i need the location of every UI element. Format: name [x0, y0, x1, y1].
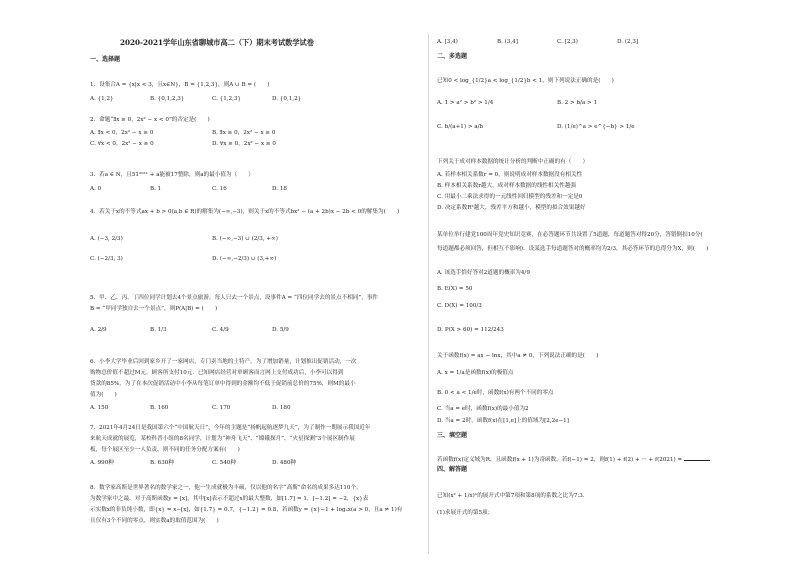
q9-option-c[interactable]: C. b/(a+1) > a/b	[437, 124, 484, 130]
section-heading-multi: 二、多选题	[437, 53, 468, 60]
q3-option-a[interactable]: A. 0	[90, 186, 102, 192]
question-4-stem: 4．若关于x的不等式ax + b > 0(a,b ∈ R)的解集为(−∞,−3)，则关于x的不等式bx² − (a + 2b)x − 2b < 0的解集为( )	[90, 209, 400, 215]
q6-option-d[interactable]: D. 180	[272, 405, 291, 411]
answer-blank[interactable]	[684, 455, 710, 461]
q4-option-d[interactable]: D. (−∞,−2/3) ∪ (3,+∞)	[212, 256, 277, 262]
q6-option-a[interactable]: A. 150	[90, 405, 109, 411]
question-6-stem-line3: 货款的85%，为了在本次促销活动中小李从每笔订单中得到的金额均不低于促销前总价的75%，则M的最小	[90, 381, 356, 387]
page-title: 2020-2021学年山东省聊城市高二（下）期末考试数学试卷	[120, 38, 314, 47]
question-8-stem-line1: 8．数学家高斯是世界著名的数学家之一，他一生成就极为丰硕，仅以他的名字“高斯”命名的成果多达110个，	[90, 485, 362, 491]
q3-option-b[interactable]: B. 1	[150, 186, 162, 192]
q10-option-b[interactable]: B. 样本相关系数r越大，成对样本数据的线性相关性越强	[437, 183, 576, 189]
question-12-stem: 关于函数f(x) = ax − lnx，其中a ≠ 0，下列说法正确的是( )	[437, 353, 599, 359]
question-7-stem-line2: 来航天成就的展览，某校科普小组的8名同学，计划为“神舟飞天”、“嫦娥探月”、“火星探测”3个展区制作展	[90, 436, 355, 442]
q10-option-d[interactable]: D. 决定系数R²越大，残差平方和越小，模型的拟合效果越好	[437, 205, 586, 211]
q4-option-a[interactable]: A. (−3, 2/3)	[90, 236, 123, 242]
question-13-stem: 若函数f(x)定义域为R，且函数f(x + 1)为奇函数，若f(−1) = 2，则f(1) + f(2) + ··· + f(2021) =	[437, 455, 710, 464]
q6-option-c[interactable]: C. 170	[212, 405, 231, 411]
section-heading-solve: 四、解答题	[437, 466, 468, 473]
question-11-stem-line2: 每道题都必须回答，但相互不影响)．设某选手每道题答对的概率均为2/3，其必答环节的总得分为X，则( )	[437, 246, 709, 252]
q11-option-a[interactable]: A. 该选手恰好答对2道题的概率为4/9	[437, 270, 530, 276]
question-8-stem-line4: 且仅有3个不同的零点，则实数a的取值范围为( )	[90, 518, 219, 524]
q8-option-c[interactable]: C. [2,3)	[557, 39, 578, 45]
q3-option-d[interactable]: D. 18	[272, 186, 287, 192]
q9-option-b[interactable]: B. 2 > b/a > 1	[557, 100, 598, 106]
q12-option-c[interactable]: C. 当a = e时，函数f(x)的最小值为2	[437, 406, 529, 412]
q7-option-d[interactable]: D. 480种	[272, 460, 297, 466]
q2-option-c[interactable]: C. ∀x < 0，2x² − x ≥ 0	[90, 141, 154, 147]
q4-option-c[interactable]: C. (−2/3, 3)	[90, 256, 123, 262]
q12-option-a[interactable]: A. x = 1/a是函数f(x)的极值点	[437, 370, 514, 376]
q8-option-a[interactable]: A. [3,4)	[437, 39, 458, 45]
q7-option-c[interactable]: C. 540种	[212, 460, 236, 466]
question-2-stem: 2．命题“∃x ≥ 0，2x² − x < 0”的否定是( )	[90, 117, 210, 123]
section-heading-choice: 一、选择题	[90, 56, 121, 63]
q10-option-a[interactable]: A. 若样本相关系数r = 0，则说明成对样本数据没有相关性	[437, 172, 583, 178]
question-8-stem-line3: 示实数x的非负纯小数，即{x} = x−[x]，如{1.7} = 0.7，{−1.2} = 0.8，若函数y = {x}−1 + logₐx(a > 0，且a ≠ 1)有	[90, 507, 403, 513]
question-7-stem-line3: 板，每个展区至少一人负责，则不同的任务分配方案有( )	[90, 447, 240, 453]
q5-option-b[interactable]: B. 1/3	[150, 327, 167, 333]
question-14-stem: 已知(x² + 1/x)ⁿ的展开式中第7项和第8项的系数之比为7:3．	[437, 493, 589, 499]
q11-option-c[interactable]: C. D(X) = 100/3	[437, 303, 482, 309]
question-6-stem-line4: 值为( )	[90, 392, 117, 398]
q2-option-b[interactable]: B. ∃x ≥ 0，2x² − x ≥ 0	[212, 130, 276, 136]
question-3-stem: 3．若a ∈ N，且51²⁰²¹ + a能被17整除，则a的最小值为（ ）	[90, 172, 254, 178]
q8-option-b[interactable]: B. (3,4]	[497, 39, 518, 45]
q1-option-c[interactable]: C. {1,2,3}	[212, 96, 241, 102]
q1-option-d[interactable]: D. {0,1,2}	[272, 96, 302, 102]
section-heading-fill: 三、填空题	[437, 432, 468, 439]
question-11-stem-line1: 某单位举行建党100周年党史知识竞赛，在必答题环节共设置了5道题，每道题答对得20分，答错倒扣10分(	[437, 232, 703, 238]
question-7-stem-line1: 7．2021年4月24日是我国第六个“中国航天日”，今年的主题是“扬帆起航逐梦九天”，为了制作一期展示我国近年	[90, 425, 371, 431]
q6-option-b[interactable]: B. 160	[150, 405, 169, 411]
q9-option-a[interactable]: A. 1 > a² > b² > 1/4	[437, 100, 494, 106]
q5-option-a[interactable]: A. 2/9	[90, 327, 107, 333]
q7-option-a[interactable]: A. 990种	[90, 460, 114, 466]
q9-option-d[interactable]: D. (1/e)^a > e^{−b} > 1/e	[557, 124, 635, 130]
question-10-stem: 下列关于成对样本数据的统计分析的判断中正确的有（ ）	[437, 159, 589, 165]
q2-option-d[interactable]: D. ∀x ≥ 0，2x² − x ≥ 0	[212, 141, 276, 147]
column-divider	[428, 34, 429, 554]
q8-option-d[interactable]: D. (2,3]	[617, 39, 639, 45]
q10-option-c[interactable]: C. 用最小二乘法求得的一元线性回归模型的残差和一定是0	[437, 194, 583, 200]
q11-option-b[interactable]: B. E(X) = 50	[437, 286, 473, 292]
question-6-stem-line2: 购物总价值不超过M元，顾客所支付10元．已知网店经营对单顾客而言网上支付成功后，小李可以得到	[90, 370, 344, 376]
question-5-stem-line1: 5．甲、乙、丙、丁四位同学计划去4个景点旅游，每人只去一个景点，设事件A = “四位同学去的景点不相同”，事件	[90, 295, 379, 301]
q5-option-c[interactable]: C. 4/9	[212, 327, 229, 333]
question-8-stem-line2: 为数学家中之最．对于高斯函数y = [x]，其中[x]表示不超过x的最大整数，如[1.7] = 1，[−1.2] = −2，{x}表	[90, 496, 369, 502]
q2-option-a[interactable]: A. ∃x < 0，2x² − x ≥ 0	[90, 130, 154, 136]
question-9-stem: 已知0 < log_{1/2}a < log_{1/2}b < 1，则下列说法正确的是( )	[437, 78, 614, 84]
q1-option-b[interactable]: B. {0,1,2,3}	[150, 96, 185, 102]
q5-option-d[interactable]: D. 5/9	[272, 327, 289, 333]
question-1-stem: 1．设集合A = {x|x < 3，且x∈N}，B = {1,2,3}，则A ∪ B = ( )	[90, 82, 270, 88]
q3-option-c[interactable]: C. 16	[212, 186, 227, 192]
q12-option-b[interactable]: B. 0 < a < 1/e时，函数f(x)有两个不同的零点	[437, 390, 554, 396]
question-6-stem-line1: 6．小李大学毕业后回到家乡开了一家网店，专门卖当地的土特产，为了增加销量，计划推出促销活动，一次	[90, 359, 357, 365]
q1-option-a[interactable]: A. {1,2}	[90, 96, 114, 102]
q7-option-b[interactable]: B. 630种	[150, 460, 174, 466]
q4-option-b[interactable]: B. (−∞,−3) ∪ (2/3, +∞)	[212, 236, 278, 242]
q12-option-d[interactable]: D. 当a = 2时，函数f(x)在[1,e]上的值域为[2,2e−1]	[437, 418, 569, 424]
q11-option-d[interactable]: D. P(X > 60) = 112/243	[437, 327, 504, 333]
question-14-part1: (1)求展开式的第5项；	[437, 510, 494, 516]
question-5-stem-line2: B = “甲同学独自去一个景点”，则P(A|B) = ( )	[90, 306, 218, 312]
